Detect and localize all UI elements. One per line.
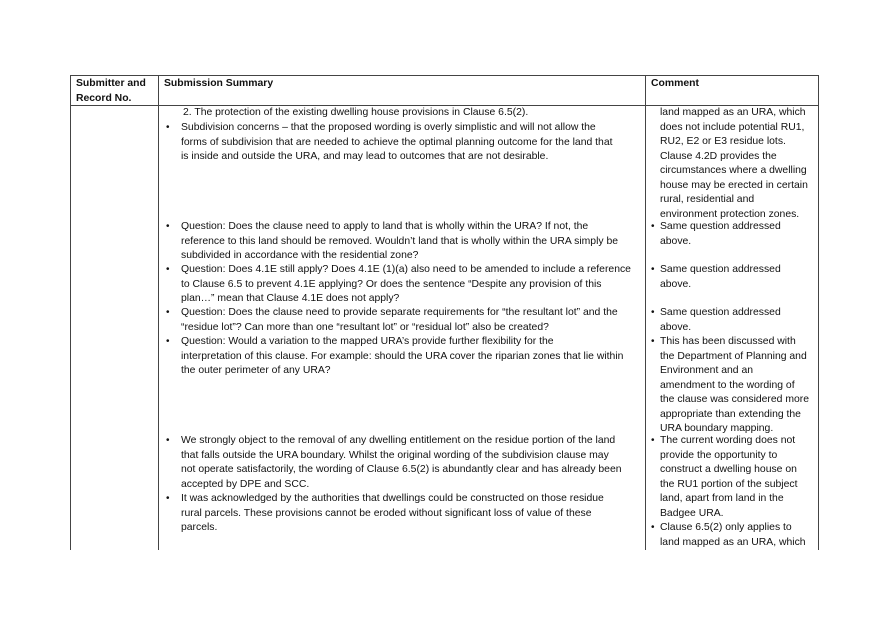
header-submission-summary: Submission Summary	[164, 78, 274, 89]
comment-item: • This has been discussed with the Department of Planning and Environment and an amendment to the wording of the clause was considered more appropriate than extending the URA boundary mapping.	[660, 335, 809, 437]
column-divider	[158, 76, 159, 550]
header-submitter: Submitter and Record No.	[76, 78, 146, 104]
submissions-table	[70, 75, 819, 550]
summary-item: • We strongly object to the removal of any dwelling entitlement on the residue portion of the land that falls outside the URA boundary. Whilst the original wording of the subdivision clause may not operate satisfactorily, the wording of Clause 6.5(2) is abundantly clear and has already been accepted by DPE and SCC.	[181, 434, 622, 492]
comment-item: • Clause 6.5(2) only applies to land mapped as an URA, which	[660, 521, 806, 550]
summary-item: • Subdivision concerns – that the proposed wording is overly simplistic and will not allow the forms of subdivision that are needed to achieve the optimal planning outcome for the land that is inside and outside the URA, and may lead to outcomes that are not desirable.	[181, 121, 612, 165]
summary-item: • Question: Does the clause need to apply to land that is wholly within the URA? If not, the reference to this land should be removed. Wouldn’t land that is wholly within the URA simply be subdivided in accordance with the residential zone?	[181, 220, 618, 264]
summary-item-numbered: 2. The protection of the existing dwelling house provisions in Clause 6.5(2).	[183, 107, 529, 118]
comment-item: • Same question addressed above.	[660, 306, 781, 335]
summary-item: • Question: Does 4.1E still apply? Does 4.1E (1)(a) also need to be amended to include a reference to Clause 6.5 to prevent 4.1E applying? Or does the sentence “Despite any provision of this plan…” mean that Clause 4.1E does not apply?	[181, 263, 631, 307]
comment-item: • Same question addressed above.	[660, 220, 781, 249]
summary-item: • Question: Would a variation to the mapped URA’s provide further flexibility for the interpretation of this clause. For example: should the URA cover the riparian zones that lie within the outer perimeter of any URA?	[181, 335, 623, 379]
summary-item: • Question: Does the clause need to provide separate requirements for “the resultant lot” and the “residue lot”? Can more than one “resultant lot” or “residual lot” also be created?	[181, 306, 618, 335]
comment-item: land mapped as an URA, which does not include potential RU1, RU2, E2 or E3 residue lots. Clause 4.2D provides the circumstances where a dwelling house may be erected in certain rural, residential and environment protection zones.	[660, 107, 808, 220]
header-comment: Comment	[651, 78, 699, 89]
comment-item: • The current wording does not provide the opportunity to construct a dwelling house on the RU1 portion of the subject land, apart from land in the Badgee URA.	[660, 434, 797, 521]
comment-item: • Same question addressed above.	[660, 263, 781, 292]
column-divider	[645, 76, 646, 550]
summary-item: • It was acknowledged by the authorities that dwellings could be constructed on those residue rural parcels. These provisions cannot be eroded without significant loss of value of these parcels.	[181, 492, 604, 536]
